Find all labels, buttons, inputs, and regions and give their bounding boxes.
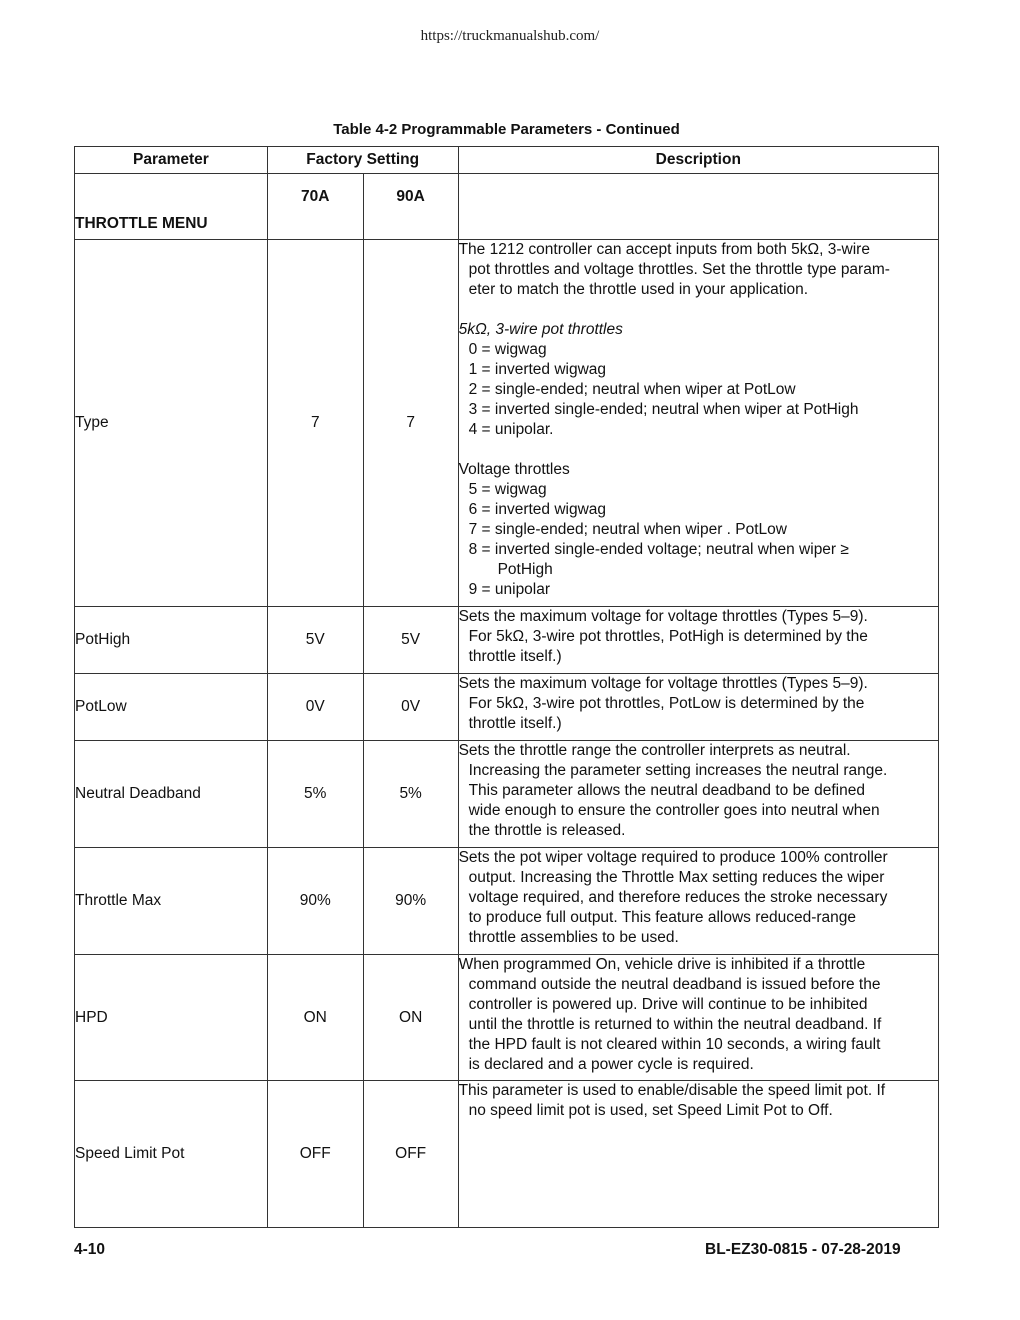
table-row xyxy=(75,607,939,674)
value-90a: 7 xyxy=(363,240,458,607)
parameters-table xyxy=(74,146,939,1228)
param-name: Neutral Deadband xyxy=(75,741,268,848)
value-90a: 5% xyxy=(363,741,458,848)
value-90a: 0V xyxy=(363,674,458,741)
value-90a: OFF xyxy=(363,1081,458,1228)
menu-row xyxy=(75,174,939,240)
voltage-throttles-heading: Voltage throttles xyxy=(458,461,570,478)
table-row xyxy=(75,1081,939,1228)
table-header-row xyxy=(75,147,939,174)
document-id: BL-EZ30-0815 - 07-28-2019 xyxy=(705,1241,901,1258)
param-name: Throttle Max xyxy=(75,848,268,955)
value-90a: 90% xyxy=(363,848,458,955)
param-name: Speed Limit Pot xyxy=(75,1081,268,1228)
header-description: Description xyxy=(458,147,938,174)
value-70a: 0V xyxy=(267,674,363,741)
param-name: Type xyxy=(75,240,268,607)
param-name: HPD xyxy=(75,955,268,1081)
value-70a: 5V xyxy=(267,607,363,674)
table-caption: Table 4-2 Programmable Parameters - Continued xyxy=(333,121,680,138)
param-description: The 1212 controller can accept inputs from both 5kΩ, 3-wire pot throttles and voltage throttles. Set the throttle type param- eter to match the throttle used in your application. 5kΩ, 3-wire pot throttles 0 = wigwag 1 = inverted wigwag 2 = single-ended; neutral when wiper at PotLow 3 = inverted single-ended; neutral when wiper at PotHigh 4 = unipolar. Voltage throttles 5 = wigwag 6 = inverted wigwag 7 = single-ended; neutral when wiper . PotLow 8 = inverted single-ended voltage; neutral when wiper ≥ PotHigh 9 = unipolar xyxy=(458,240,938,607)
table-row xyxy=(75,955,939,1081)
value-70a: ON xyxy=(267,955,363,1081)
value-90a: ON xyxy=(363,955,458,1081)
col-90a: 90A xyxy=(363,174,458,240)
pot-throttles-heading: 5kΩ, 3-wire pot throttles xyxy=(458,321,623,338)
param-name: PotHigh xyxy=(75,607,268,674)
value-90a: 5V xyxy=(363,607,458,674)
col-70a: 70A xyxy=(267,174,363,240)
table-row xyxy=(75,741,939,848)
page-number: 4-10 xyxy=(74,1241,106,1258)
header-parameter: Parameter xyxy=(75,147,268,174)
header-factory-setting: Factory Setting xyxy=(267,147,458,174)
value-70a: 5% xyxy=(267,741,363,848)
param-description: Sets the throttle range the controller interprets as neutral. Increasing the parameter setting increases the neutral range. This parameter allows the neutral deadband to be defined wide enough to ensure the controller goes into neutral when the throttle is released. xyxy=(458,741,938,848)
source-url: https://truckmanualshub.com/ xyxy=(420,28,600,44)
param-name: PotLow xyxy=(75,674,268,741)
value-70a: 7 xyxy=(267,240,363,607)
menu-description xyxy=(458,174,938,240)
table-row xyxy=(75,674,939,741)
table-row xyxy=(75,240,939,607)
param-description: Sets the maximum voltage for voltage throttles (Types 5–9). For 5kΩ, 3-wire pot throttles, PotLow is determined by the throttle itself.) xyxy=(458,674,938,741)
table-row xyxy=(75,848,939,955)
param-description: Sets the maximum voltage for voltage throttles (Types 5–9). For 5kΩ, 3-wire pot throttles, PotHigh is determined by the throttle itself.) xyxy=(458,607,938,674)
value-70a: 90% xyxy=(267,848,363,955)
param-description: When programmed On, vehicle drive is inhibited if a throttle command outside the neutral deadband is issued before the controller is powered up. Drive will continue to be inhibited until the throttle is returned to within the neutral deadband. If the HPD fault is not cleared within 10 seconds, a wiring fault is declared and a power cycle is required. xyxy=(458,955,938,1081)
param-description: This parameter is used to enable/disable the speed limit pot. If no speed limit pot is used, set Speed Limit Pot to Off. xyxy=(458,1081,938,1228)
param-description: Sets the pot wiper voltage required to produce 100% controller output. Increasing the Throttle Max setting reduces the wiper voltage required, and therefore reduces the stroke necessary to produce full output. This feature allows reduced-range throttle assemblies to be used. xyxy=(458,848,938,955)
menu-label: THROTTLE MENU xyxy=(75,174,268,240)
value-70a: OFF xyxy=(267,1081,363,1228)
